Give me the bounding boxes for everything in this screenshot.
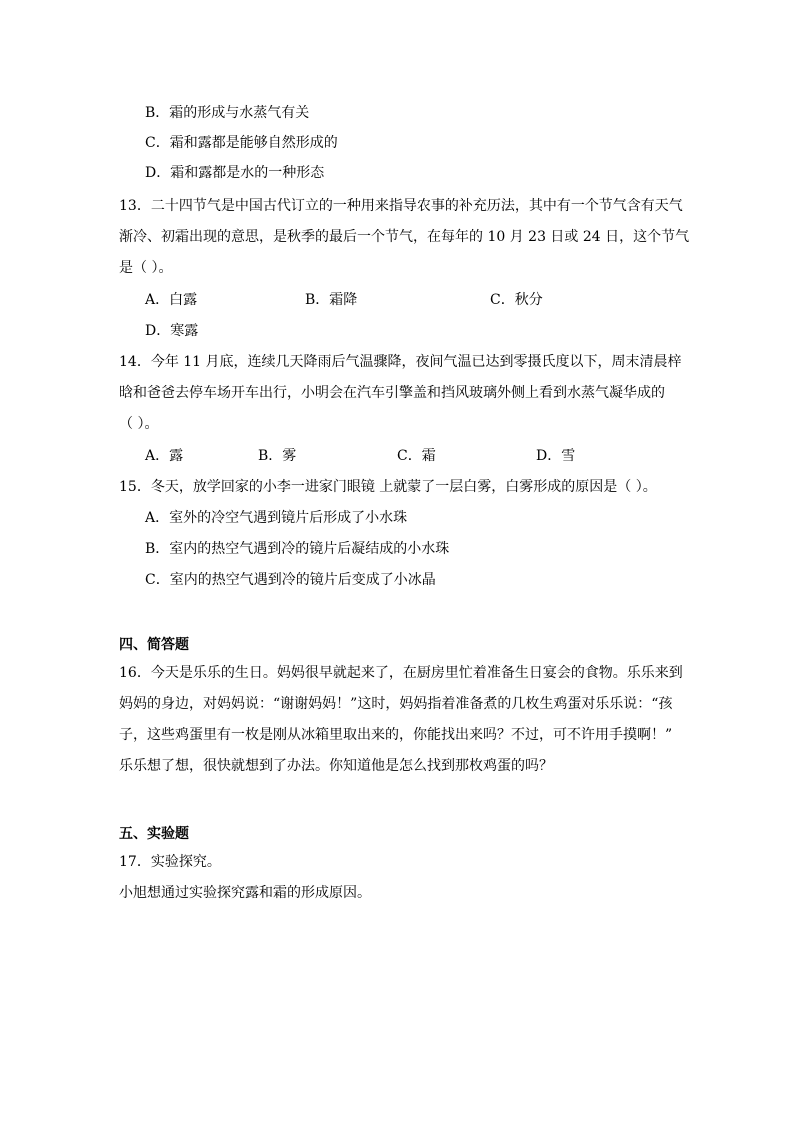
q14-stem-line-1: 14．今年 11 月底，连续几天降雨后气温骤降，夜间气温已达到零摄氏度以下，周末清晨梓 — [119, 354, 682, 370]
q13-stem-line-3: 是（ ）。 — [119, 260, 173, 276]
q15-option-b: B．室内的热空气遇到冷的镜片后凝结成的小水珠 — [145, 541, 450, 557]
q13-option-d: D．寒露 — [145, 323, 199, 339]
q12-option-c: C．霜和露都是能够自然形成的 — [145, 135, 338, 151]
q15-stem: 15．冬天，放学回家的小李一进家门眼镜 上就蒙了一层白雾，白雾形成的原因是（ ）。 — [119, 479, 657, 495]
q17-title: 17．实验探究。 — [119, 854, 221, 870]
q14-option-b: B．雾 — [258, 448, 297, 464]
q14-stem-line-3: （ ）。 — [119, 416, 159, 432]
q14-option-a: A．露 — [145, 448, 184, 464]
section-4-heading: 四、简答题 — [119, 637, 189, 653]
q13-option-b: B．霜降 — [305, 292, 358, 308]
q14-option-d: D．雪 — [536, 448, 576, 464]
q12-option-b: B．霜的形成与水蒸气有关 — [145, 105, 310, 121]
section-5-heading: 五、实验题 — [119, 826, 189, 842]
q17-description: 小旭想通过实验探究露和霜的形成原因。 — [119, 885, 371, 901]
q13-option-c: C．秋分 — [490, 292, 543, 308]
q13-stem-line-1: 13．二十四节气是中国古代订立的一种用来指导农事的补充历法，其中有一个节气含有天气 — [119, 198, 683, 214]
q16-stem-line-4: 乐乐想了想，很快就想到了办法。你知道他是怎么找到那枚鸡蛋的吗？ — [119, 758, 553, 774]
q16-stem-line-1: 16．今天是乐乐的生日。妈妈很早就起来了，在厨房里忙着准备生日宴会的食物。乐乐来到 — [119, 665, 683, 681]
q16-stem-line-2: 妈妈的身边，对妈妈说：“谢谢妈妈！”这时，妈妈指着准备煮的几枚生鸡蛋对乐乐说：“孩 — [119, 696, 673, 712]
q12-option-d: D．霜和露都是水的一种形态 — [145, 165, 325, 181]
q14-option-c: C．霜 — [397, 448, 436, 464]
q16-stem-line-3: 子，这些鸡蛋里有一枚是刚从冰箱里取出来的，你能找出来吗？不过，可不许用手摸啊！” — [119, 727, 673, 743]
q15-option-c: C．室内的热空气遇到冷的镜片后变成了小冰晶 — [145, 572, 436, 588]
q13-stem-line-2: 渐冷、初霜出现的意思，是秋季的最后一个节气，在每年的 10 月 23 日或 24 日，这个节气 — [119, 229, 690, 245]
q14-stem-line-2: 晗和爸爸去停车场开车出行，小明会在汽车引擎盖和挡风玻璃外侧上看到水蒸气凝华成的 — [119, 385, 665, 401]
q15-option-a: A．室外的冷空气遇到镜片后形成了小水珠 — [145, 510, 408, 526]
q13-option-a: A．白露 — [145, 292, 198, 308]
